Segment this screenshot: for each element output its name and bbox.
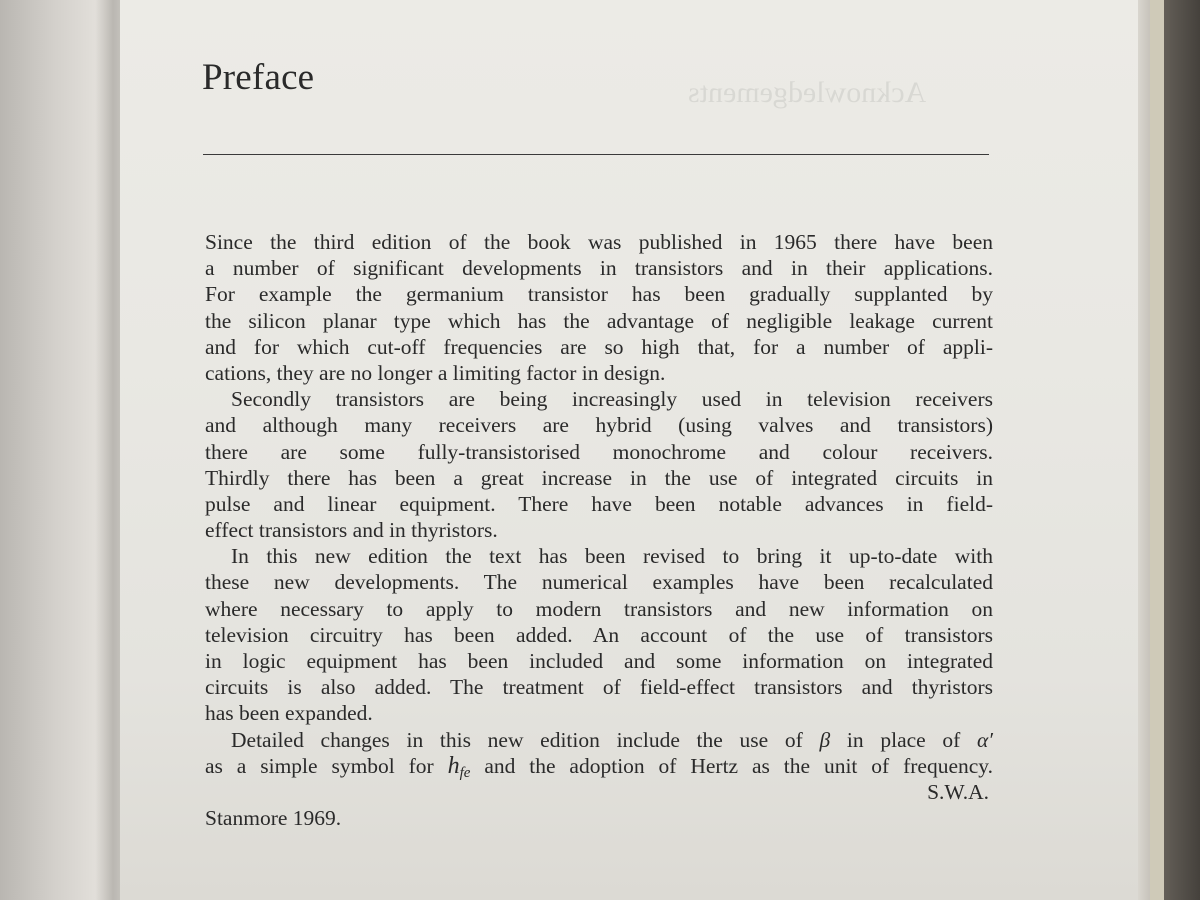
paragraph-4	[205, 727, 993, 779]
text-line: pulse and linear equipment. There have been notable advances in field-	[205, 491, 993, 516]
text-line	[205, 753, 993, 779]
text-run: as a simple symbol for	[205, 753, 434, 778]
signature: S.W.A.	[927, 779, 989, 804]
text-line: a number of significant developments in transistors and in their applications.	[205, 256, 993, 281]
text-line: cations, they are no longer a limiting factor in design.	[205, 360, 666, 385]
paragraph-3	[205, 543, 993, 726]
cover-strip	[1150, 0, 1164, 900]
text-line: the silicon planar type which has the advantage of negligible leakage current	[205, 308, 993, 333]
text-line: and although many receivers are hybrid (using valves and transistors)	[205, 413, 993, 438]
title-rule	[203, 154, 989, 155]
text-line: Since the third edition of the book was published in 1965 there have been	[205, 230, 993, 254]
text-line: has been expanded.	[205, 701, 373, 726]
alpha-prime-symbol: α′	[977, 727, 994, 752]
text-line: where necessary to apply to modern transistors and new information on	[205, 596, 993, 621]
text-line: these new developments. The numerical examples have been recalculated	[205, 570, 993, 595]
text-run: in place of	[846, 727, 961, 752]
text-line: in logic equipment has been included and some information on integrated	[205, 649, 993, 673]
text-line: there are some fully-transistorised monochrome and colour receivers.	[205, 439, 993, 464]
text-run: Detailed changes in this new edition include the use of	[231, 727, 803, 752]
text-line: television circuitry has been added. An account of the use of transistors	[205, 622, 993, 647]
text-line: In this new edition the text has been revised to bring it up-to-date with	[231, 544, 993, 569]
text-line	[205, 727, 993, 753]
page-edge	[1138, 0, 1150, 900]
text-line: Thirdly there has been a great increase in the use of integrated circuits in	[205, 465, 993, 490]
paragraph-2	[205, 386, 993, 543]
text-line: circuits is also added. The treatment of field-effect transistors and thyristors	[205, 675, 993, 700]
page-title: Preface	[202, 57, 315, 98]
beta-symbol: β	[819, 727, 831, 752]
place-date: Stanmore 1969.	[205, 806, 342, 831]
h-symbol: h	[447, 752, 460, 779]
preface-body	[205, 229, 993, 831]
text-line: Secondly transistors are being increasingly used in television receivers	[231, 387, 993, 412]
h-fe-symbol	[448, 753, 471, 779]
text-line: and for which cut-off frequencies are so high that, for a number of appli-	[205, 334, 993, 359]
paragraph-1	[205, 229, 993, 386]
text-line: effect transistors and in thyristors.	[205, 518, 498, 543]
text-run: and the adoption of Hertz as the unit of frequency.	[484, 753, 994, 778]
fe-subscript: fe	[459, 764, 471, 781]
show-through-heading: Acknowledgements	[688, 76, 927, 109]
text-line: For example the germanium transistor has been gradually supplanted by	[205, 282, 993, 307]
